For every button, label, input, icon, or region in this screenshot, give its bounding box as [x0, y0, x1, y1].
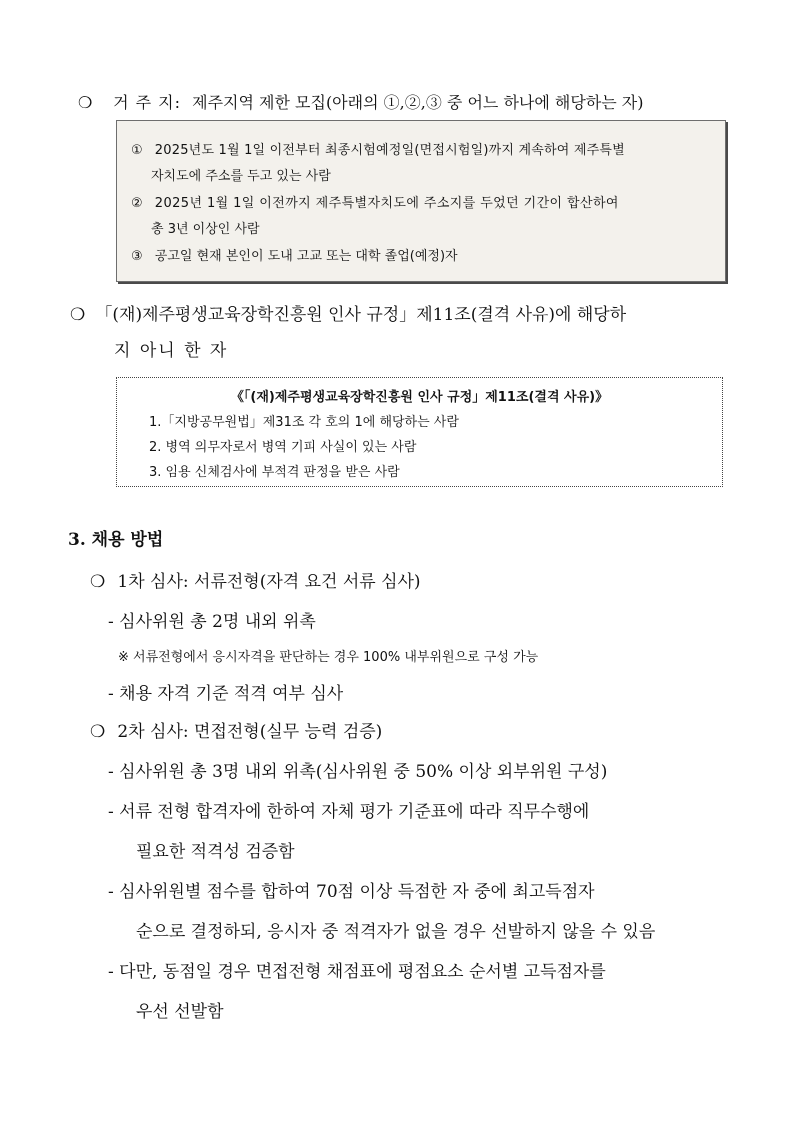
condition-text: 2025년도 1월 1일 이전부터 최종시험예정일(면접시험일)까지 계속하여 제주특별 — [154, 143, 625, 158]
residence-line — [78, 90, 644, 113]
condition-1 — [131, 139, 709, 158]
disqualification-text: 「(재)제주평생교육장학진흥원 인사 규정」제11조(결격 사유)에 해당하 — [95, 305, 627, 325]
box-item-3: 3. 임용 신체검사에 부적격 판정을 받은 사람 — [149, 465, 400, 480]
first-review-text: 1차 심사: 서류전형(자격 요건 서류 심사) — [117, 572, 421, 592]
residence-text: 제주지역 제한 모집(아래의 ①,②,③ 중 어느 하나에 해당하는 자) — [192, 93, 644, 112]
second-review-item-3: - 심사위원별 점수를 합하여 70점 이상 득점한 자 중에 최고득점자 — [108, 882, 595, 902]
condition-text: 2025년 1월 1일 이전까지 제주특별자치도에 주소지를 두었던 기간이 합산하여 — [154, 196, 619, 211]
second-review-item-4-cont: 우선 선발함 — [136, 1002, 224, 1022]
second-review-item-2-cont: 필요한 적격성 검증함 — [136, 842, 295, 862]
box-title: 《「(재)제주평생교육장학진흥원 인사 규정」제11조(결격 사유)》 — [230, 390, 609, 405]
first-review-item-2: - 채용 자격 기준 적격 여부 심사 — [108, 684, 344, 704]
first-review-heading — [90, 567, 421, 592]
disqualification-box — [116, 377, 723, 487]
condition-number: ② — [131, 196, 143, 211]
first-review-item-1: - 심사위원 총 2명 내외 위촉 — [108, 612, 316, 632]
box-item-2: 2. 병역 의무자로서 병역 기피 사실이 있는 사람 — [149, 440, 417, 455]
section-title: 3. 채용 방법 — [68, 530, 164, 550]
box-item-1: 1.「지방공무원법」제31조 각 호의 1에 해당하는 사람 — [149, 415, 459, 430]
first-review-note: ※ 서류전형에서 응시자격을 판단하는 경우 100% 내부위원으로 구성 가능 — [118, 650, 539, 665]
second-review-heading — [90, 717, 382, 742]
second-review-item-3-cont: 순으로 결정하되, 응시자 중 적격자가 없을 경우 선발하지 않을 수 있음 — [136, 922, 656, 942]
condition-number: ③ — [131, 249, 143, 264]
condition-2 — [131, 192, 619, 211]
condition-number: ① — [131, 143, 143, 158]
circle-bullet-icon: ❍ — [90, 722, 106, 742]
disqualification-line-2: 지 아니 한 자 — [114, 341, 229, 361]
circle-bullet-icon: ❍ — [70, 305, 86, 325]
condition-2-cont: 총 3년 이상인 사람 — [151, 222, 260, 237]
circle-bullet-icon: ❍ — [90, 572, 106, 592]
disqualification-line — [70, 300, 626, 325]
second-review-item-4: - 다만, 동점일 경우 면접전형 채점표에 평점요소 순서별 고득점자를 — [108, 962, 606, 982]
condition-3 — [131, 245, 458, 264]
residence-label: 거 주 지: — [113, 93, 182, 112]
condition-text: 공고일 현재 본인이 도내 고교 또는 대학 졸업(예정)자 — [154, 249, 458, 264]
second-review-item-1: - 심사위원 총 3명 내외 위촉(심사위원 중 50% 이상 외부위원 구성) — [108, 762, 608, 782]
second-review-item-2: - 서류 전형 합격자에 한하여 자체 평가 기준표에 따라 직무수행에 — [108, 802, 590, 822]
circle-bullet-icon: ❍ — [78, 93, 93, 112]
condition-1-cont: 자치도에 주소를 두고 있는 사람 — [151, 169, 331, 184]
residence-conditions-box — [116, 120, 726, 282]
second-review-text: 2차 심사: 면접전형(실무 능력 검증) — [117, 722, 383, 742]
